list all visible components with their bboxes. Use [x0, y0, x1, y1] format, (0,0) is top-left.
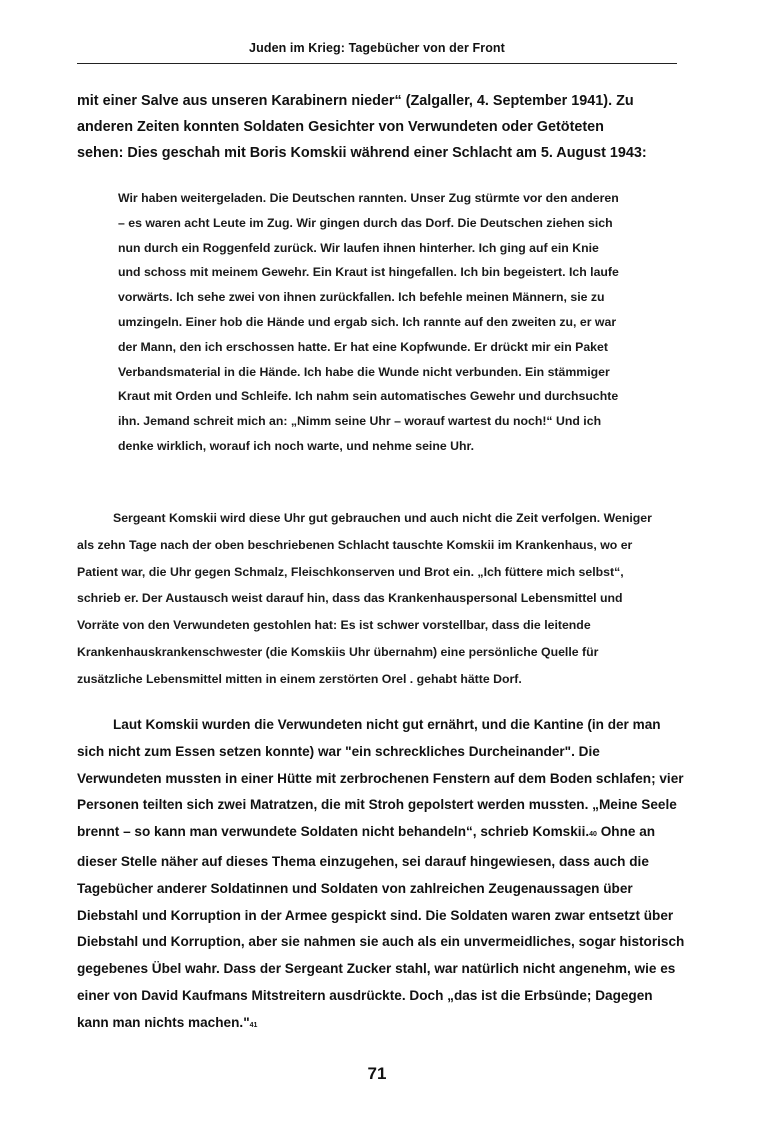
text-line: zusätzliche Lebensmittel mitten in einem zerstörten Orel . gehabt hätte Dorf.: [77, 671, 522, 686]
text-line: sich nicht zum Essen setzen konnte) war "ein schreckliches Durcheinander". Die: [77, 743, 600, 759]
quote-line: ihn. Jemand schreit mich an: „Nimm seine Uhr – worauf wartest du noch!“ Und ich: [118, 414, 602, 429]
quote-line: Verbandsmaterial in die Hände. Ich habe die Wunde nicht verbunden. Ein stämmiger: [118, 364, 610, 379]
text-line: Vorräte von den Verwundeten gestohlen hat: Es ist schwer vorstellbar, dass die leitende: [77, 618, 591, 633]
quote-line: Wir haben weitergeladen. Die Deutschen rannten. Unser Zug stürmte vor den anderen: [118, 191, 619, 205]
block-quote: [118, 186, 658, 459]
text-line: Personen teilten sich zwei Matratzen, die mit Stroh gepolstert werden mussten. „Meine Seele: [77, 797, 677, 813]
quote-line: umzingeln. Einer hob die Hände und ergab sich. Ich rannte auf den zweiten zu, er war: [118, 314, 617, 329]
text-line: Krankenhauskrankenschwester (die Komskiis Uhr übernahm) eine persönliche Quelle für: [77, 644, 599, 659]
text-span: kann man nichts machen.": [77, 1014, 250, 1030]
quote-line: der Mann, den ich erschossen hatte. Er hat eine Kopfwunde. Er drückt mir ein Paket: [118, 339, 608, 354]
text-line: einer von David Kaufmans Mitstreitern ausdrückte. Doch „das ist die Erbsünde; Dagegen: [77, 987, 653, 1003]
paragraph-komskii-watch: [77, 505, 697, 693]
lead-paragraph: [77, 88, 677, 166]
text-line: Patient war, die Uhr gegen Schmalz, Fleischkonserven und Brot ein. „Ich füttere mich selbst“,: [77, 564, 624, 579]
text-line: schrieb er. Der Austausch weist darauf hin, dass das Krankenhauspersonal Lebensmittel und: [77, 591, 623, 606]
text-line: anderen Zeiten konnten Soldaten Gesichter von Verwundeten oder Getöteten: [77, 119, 604, 135]
text-line: als zehn Tage nach der oben beschriebenen Schlacht tauschte Komskii im Krankenhaus, wo er: [77, 537, 633, 552]
page-number: 71: [367, 1064, 387, 1083]
text-line: Tagebücher anderer Soldatinnen und Soldaten von zahlreichen Zeugenaussagen über: [77, 880, 633, 896]
footnote-marker-40[interactable]: 40: [589, 831, 597, 839]
quote-line: denke wirklich, worauf ich noch warte, und nehme seine Uhr.: [118, 438, 475, 453]
quote-line: vorwärts. Ich sehe zwei von ihnen zurückfallen. Ich befehle meinen Männern, sie zu: [118, 290, 605, 305]
text-line: [77, 819, 697, 849]
quote-line: – es waren acht Leute im Zug. Wir gingen durch das Dorf. Die Deutschen ziehen sich: [118, 215, 613, 230]
text-line: mit einer Salve aus unseren Karabinern nieder“ (Zalgaller, 4. September 1941). Zu: [77, 93, 634, 109]
text-span: Ohne an: [596, 824, 656, 840]
quote-line: nun durch ein Roggenfeld zurück. Wir laufen ihnen hinterher. Ich ging auf ein Knie: [118, 240, 599, 255]
quote-line: und schoss mit meinem Gewehr. Ein Kraut ist hingefallen. Ich bin begeistert. Ich laufe: [118, 265, 619, 280]
text-line: Laut Komskii wurden die Verwundeten nicht gut ernährt, und die Kantine (in der man: [113, 717, 661, 732]
footnote-marker-41[interactable]: 41: [249, 1021, 258, 1029]
text-line: Diebstahl und Korruption in der Armee gespickt sind. Die Soldaten waren zwar entsetzt über: [77, 907, 674, 923]
running-header: Juden im Krieg: Tagebücher von der Front: [249, 41, 505, 55]
header-rule: [77, 63, 677, 64]
text-span: brennt – so kann man verwundete Soldaten nicht behandeln“, schrieb Komskii.: [77, 824, 590, 840]
paragraph-hospital-conditions: [77, 712, 697, 1040]
text-line: gegebenes Übel wahr. Dass der Sergeant Zucker stahl, war natürlich nicht angenehm, wie es: [77, 961, 676, 977]
text-line: Diebstahl und Korruption, aber sie nahmen sie auch als ein unvermeidliches, sogar historisch: [77, 934, 685, 950]
text-line: Sergeant Komskii wird diese Uhr gut gebrauchen und auch nicht die Zeit verfolgen. Weniger: [113, 511, 652, 525]
quote-line: Kraut mit Orden und Schleife. Ich nahm sein automatisches Gewehr und durchsuchte: [118, 389, 619, 404]
text-line: dieser Stelle näher auf dieses Thema einzugehen, sei darauf hingewiesen, dass auch die: [77, 853, 649, 869]
text-line: [77, 1010, 697, 1040]
text-line: Verwundeten mussten in einer Hütte mit zerbrochenen Fenstern auf dem Boden schlafen; vier: [77, 770, 684, 786]
text-line: sehen: Dies geschah mit Boris Komskii während einer Schlacht am 5. August 1943:: [77, 145, 647, 161]
